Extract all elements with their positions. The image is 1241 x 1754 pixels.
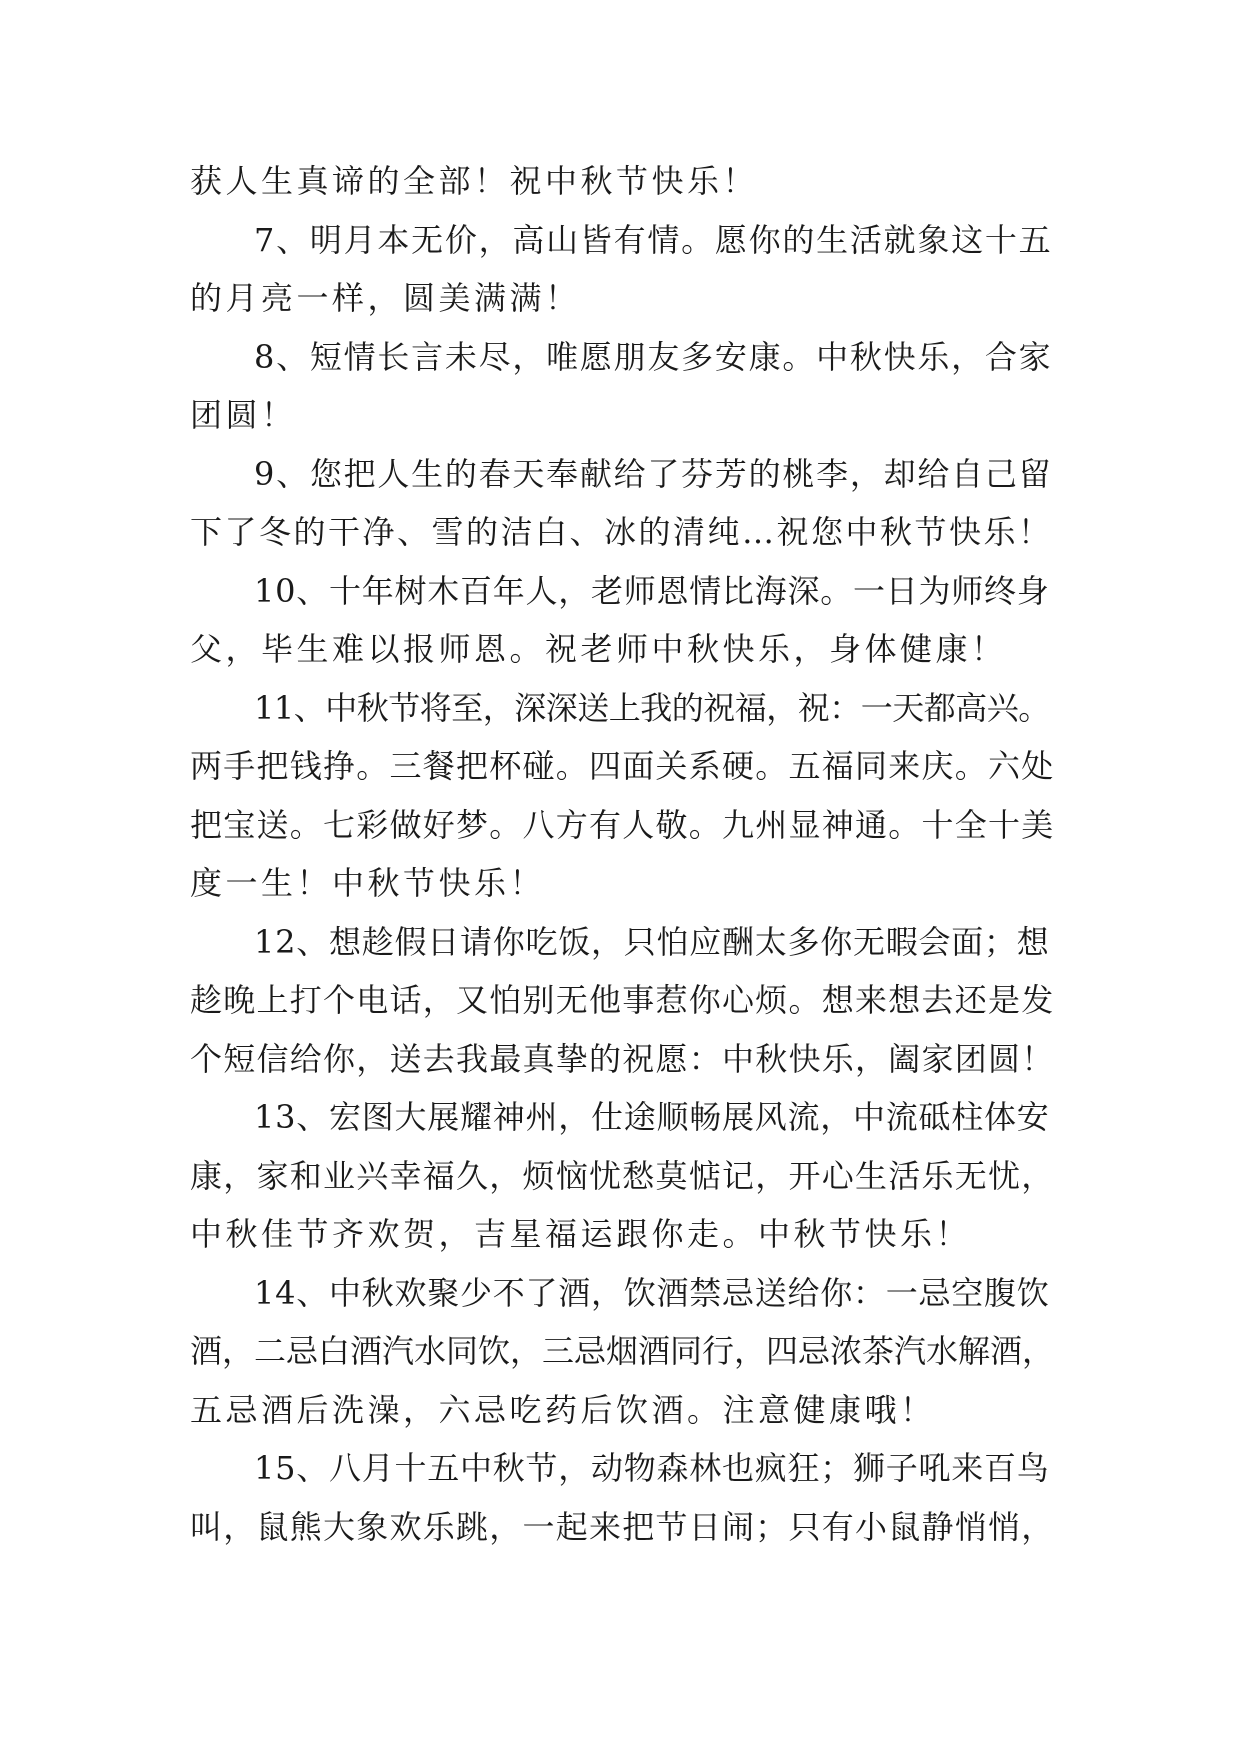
document-body	[190, 152, 1055, 1556]
text-line: 的月亮一样，圆美满满！	[190, 279, 581, 317]
text-line: 12、想趁假日请你吃饭，只怕应酬太多你无暇会面；想	[254, 922, 1050, 961]
text-line: 中秋佳节齐欢贺，吉星福运跟你走。中秋节快乐！	[190, 1215, 972, 1253]
text-line: 11、中秋节将至，深深送上我的祝福，祝：一天都高兴。	[254, 688, 1050, 727]
text-line: 14、中秋欢聚少不了酒，饮酒禁忌送给你：一忌空腹饮	[254, 1273, 1050, 1312]
text-line: 把宝送。七彩做好梦。八方有人敬。九州显神通。十全十美	[190, 805, 1055, 844]
text-line: 7、明月本无价，高山皆有情。愿你的生活就象这十五	[254, 220, 1053, 259]
text-line: 父，毕生难以报师恩。祝老师中秋快乐，身体健康！	[190, 630, 1007, 668]
text-line: 9、您把人生的春天奉献给了芬芳的桃李，却给自己留	[254, 454, 1053, 493]
text-line: 获人生真谛的全部！祝中秋节快乐！	[190, 162, 759, 200]
text-line: 度一生！中秋节快乐！	[190, 864, 546, 902]
text-line: 13、宏图大展耀神州，仕途顺畅展风流，中流砥柱体安	[254, 1098, 1050, 1136]
text-line: 个短信给你，送去我最真挚的祝愿：中秋快乐，阖家团圆！	[190, 1039, 1055, 1078]
text-line: 8、短情长言未尽，唯愿朋友多安康。中秋快乐，合家	[254, 337, 1053, 376]
text-line: 团圆！	[190, 396, 297, 434]
text-line: 康，家和业兴幸福久，烦恼忧愁莫惦记，开心生活乐无忧，	[190, 1156, 1055, 1195]
text-line: 下了冬的干净、雪的洁白、冰的清纯…祝您中秋节快乐！	[190, 513, 1053, 551]
text-line: 叫，鼠熊大象欢乐跳，一起来把节日闹；只有小鼠静悄悄，	[190, 1507, 1055, 1546]
text-line: 五忌酒后洗澡，六忌吃药后饮酒。注意健康哦！	[190, 1390, 936, 1429]
text-line: 趁晚上打个电话，又怕别无他事惹你心烦。想来想去还是发	[190, 981, 1055, 1019]
text-line: 10、十年树木百年人，老师恩情比海深。一日为师终身	[254, 571, 1050, 610]
text-line: 15、八月十五中秋节，动物森林也疯狂；狮子吼来百鸟	[254, 1449, 1050, 1487]
text-line: 酒，二忌白酒汽水同饮，三忌烟酒同行，四忌浓茶汽水解酒，	[190, 1332, 1055, 1370]
text-line: 两手把钱挣。三餐把杯碰。四面关系硬。五福同来庆。六处	[190, 747, 1055, 785]
